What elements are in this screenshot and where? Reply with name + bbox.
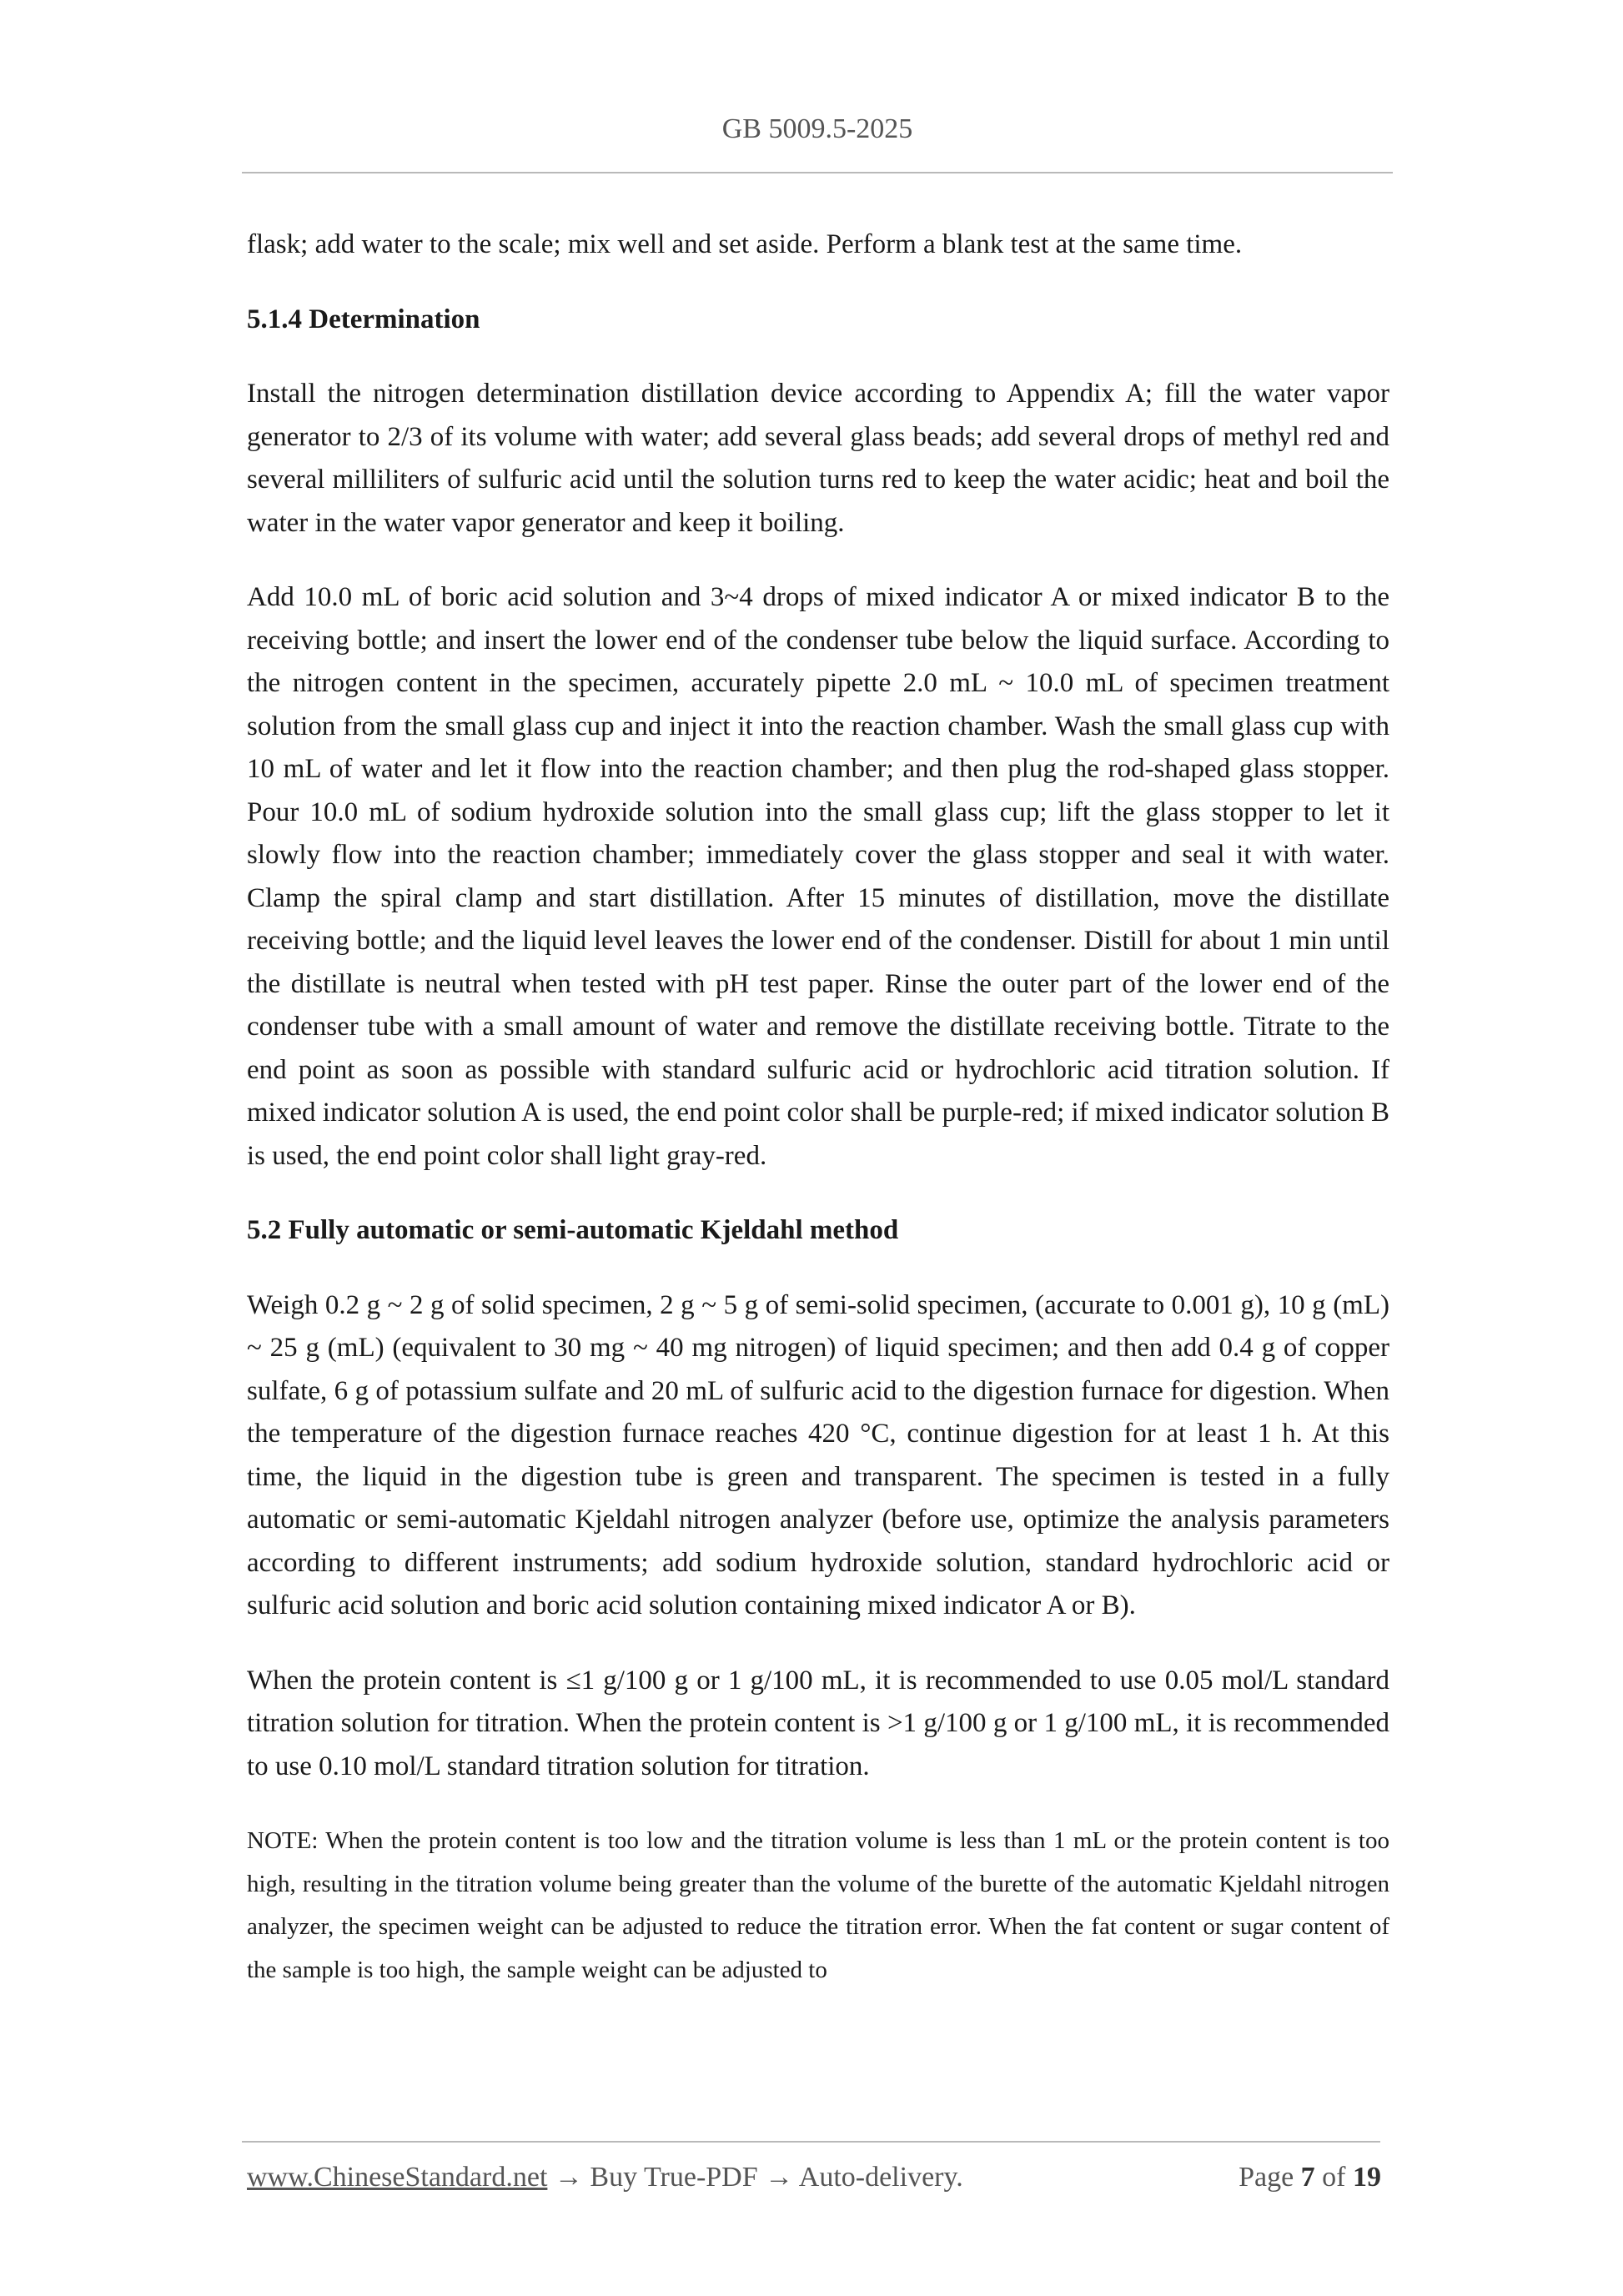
page-of-label: of — [1322, 2162, 1346, 2193]
section-heading-5-2: 5.2 Fully automatic or semi-automatic Kjeldahl method — [247, 1215, 899, 1245]
page-label: Page — [1239, 2162, 1294, 2193]
website-link[interactable]: www.ChineseStandard.net — [247, 2162, 548, 2193]
note-paragraph: NOTE: When the protein content is too low and the titration volume is less than 1 mL or the protein content is too high, resulting in the titration volume being greater than the volume of the burette of the automatic Kjeldahl nitrogen analyzer, the specimen weight can be adjusted to reduce the titration error. When the fat content or sugar content of the sample is too high, the sample weight can be adjusted to — [247, 1827, 1389, 1983]
paragraph-protein-content: When the protein content is ≤1 g/100 g or 1 g/100 mL, it is recommended to use 0.05 mol/L standard titration solution for titration. When the protein content is >1 g/100 g or 1 g/100 mL, it is recommended to use 0.10 mol/L standard titration solution for titration. — [247, 1665, 1389, 1781]
paragraph-continuation: flask; add water to the scale; mix well and set aside. Perform a blank test at the same time. — [247, 229, 1243, 259]
paragraph-weigh: Weigh 0.2 g ~ 2 g of solid specimen, 2 g ~ 5 g of semi-solid specimen, (accurate to 0.001 g), 10 g (mL) ~ 25 g (mL) (equivalent to 30 mg ~ 40 mg nitrogen) of liquid specimen; and then add 0.4 g of copper sulfate, 6 g of potassium sulfate and 20 mL of sulfuric acid to the digestion furnace for digestion. When the temperature of the digestion furnace reaches 420 °C, continue digestion for at least 1 h. At this time, the liquid in the digestion tube is green and transparent. The specimen is tested in a fully automatic or semi-automatic Kjeldahl nitrogen analyzer (before use, optimize the analysis parameters according to different instruments; add sodium hydroxide solution, standard hydrochloric acid or sulfuric acid solution and boric acid solution containing mixed indicator A or B). — [247, 1289, 1389, 1620]
paragraph-install: Install the nitrogen determination distillation device according to Appendix A; fill the water vapor generator to 2/3 of its volume with water; add several glass beads; add several drops of methyl red and several milliliters of sulfuric acid until the solution turns red to keep the water acidic; heat and boil the water in the water vapor generator and keep it boiling. — [247, 379, 1389, 538]
footer-promo-text: → Buy True-PDF → Auto-delivery. — [547, 2162, 963, 2193]
section-heading-5-1-4: 5.1.4 Determination — [247, 304, 480, 334]
page-indicator — [1239, 2162, 1381, 2193]
page-current-number: 7 — [1300, 2162, 1315, 2193]
paragraph-add-boric-acid: Add 10.0 mL of boric acid solution and 3~4 drops of mixed indicator A or mixed indicator B to the receiving bottle; and insert the lower end of the condenser tube below the liquid surface. According to the nitrogen content in the specimen, accurately pipette 2.0 mL ~ 10.0 mL of specimen treatment solution from the small glass cup and inject it into the reaction chamber. Wash the small glass cup with 10 mL of water and let it flow into the reaction chamber; and then plug the rod-shaped glass stopper. Pour 10.0 mL of sodium hydroxide solution into the small glass cup; lift the glass stopper to let it slowly flow into the reaction chamber; immediately cover the glass stopper and seal it with water. Clamp the spiral clamp and start distillation. After 15 minutes of distillation, move the distillate receiving bottle; and the liquid level leaves the lower end of the condenser. Distill for about 1 min until the distillate is neutral when tested with pH test paper. Rinse the outer part of the lower end of the condenser tube with a small amount of water and remove the distillate receiving bottle. Titrate to the end point as soon as possible with standard sulfuric acid or hydrochloric acid titration solution. If mixed indicator solution A is used, the end point color shall be purple-red; if mixed indicator solution B is used, the end point color shall light gray-red. — [247, 582, 1389, 1171]
header-divider — [242, 172, 1393, 173]
footer-divider — [242, 2141, 1380, 2143]
page-footer — [247, 2162, 1381, 2193]
page-content — [247, 224, 1389, 1992]
page-header-title: GB 5009.5-2025 — [721, 113, 913, 144]
footer-left — [247, 2162, 963, 2193]
page-total-number: 19 — [1353, 2162, 1381, 2193]
